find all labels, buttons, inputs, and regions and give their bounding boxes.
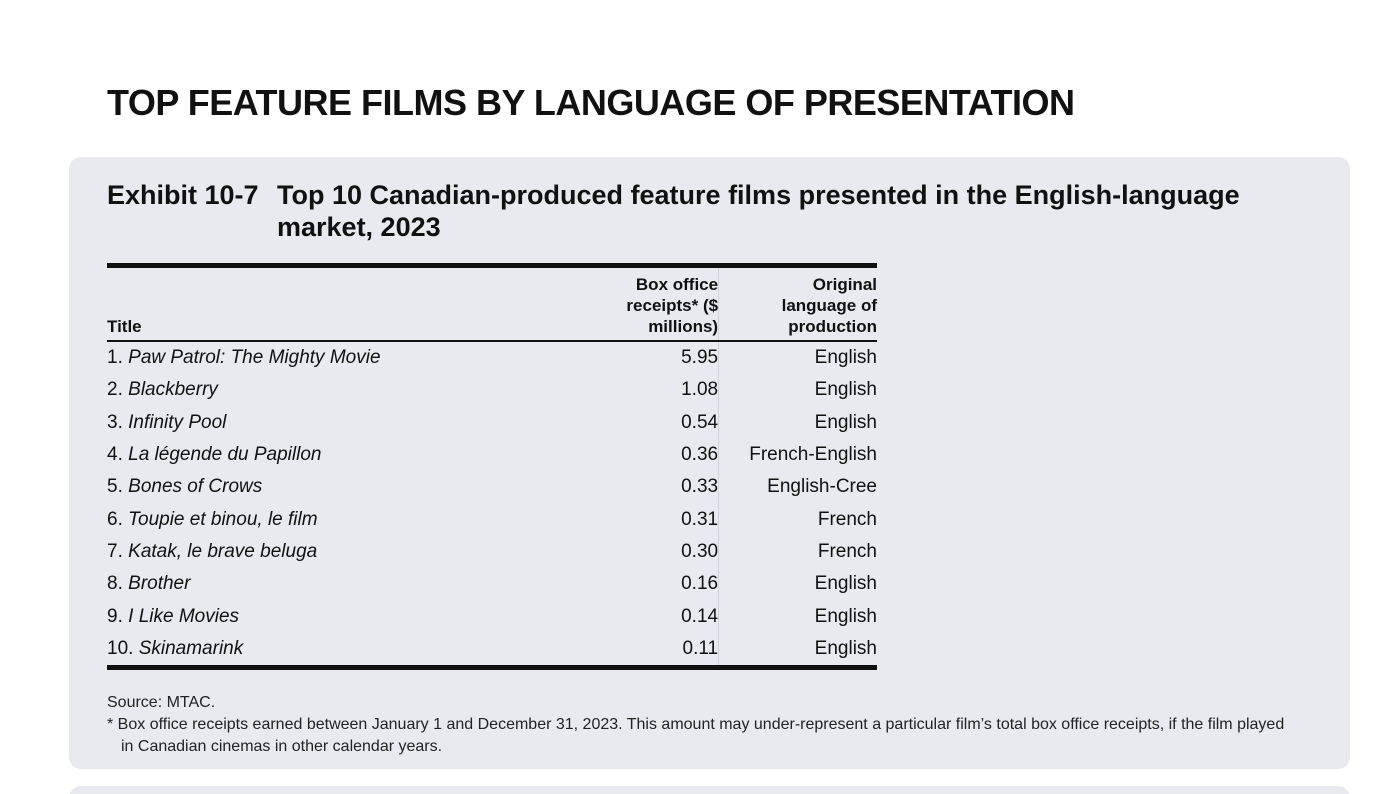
film-title: Infinity Pool <box>128 411 227 433</box>
table-row <box>107 439 877 471</box>
table-row <box>107 568 877 600</box>
box-office-receipts: 5.95 <box>616 341 718 374</box>
header-title: Title <box>107 317 142 336</box>
film-title-cell <box>107 600 616 632</box>
film-rank: 3. <box>107 411 123 433</box>
film-title: Katak, le brave beluga <box>128 540 318 562</box>
table-row <box>107 503 877 535</box>
film-title-cell <box>107 439 616 471</box>
film-title: Bones of Crows <box>128 476 263 498</box>
header-language-text: Original language of production <box>781 275 877 336</box>
film-title-cell <box>107 407 616 439</box>
box-office-receipts: 0.31 <box>616 503 718 535</box>
box-office-receipts: 0.14 <box>616 600 718 632</box>
original-language: English <box>814 605 877 627</box>
original-language: English <box>814 637 877 659</box>
table-row <box>107 374 877 406</box>
original-language: English <box>814 347 877 369</box>
source-note: Source: MTAC. <box>107 694 216 711</box>
film-title: Skinamarink <box>138 637 244 659</box>
box-office-receipts: 0.30 <box>616 536 718 568</box>
table-row <box>107 341 877 374</box>
original-language: English-Cree <box>767 476 877 498</box>
film-title-cell <box>107 341 616 374</box>
film-title-cell <box>107 374 616 406</box>
original-language: English <box>814 411 877 433</box>
box-office-receipts: 0.11 <box>616 633 718 668</box>
table-row <box>107 633 877 668</box>
header-receipts-text: Box office receipts* ($ millions) <box>626 275 719 336</box>
film-title: Brother <box>128 573 191 595</box>
table-row <box>107 471 877 503</box>
film-title: I Like Movies <box>128 605 240 627</box>
film-title: Paw Patrol: The Mighty Movie <box>128 347 381 369</box>
film-rank: 7. <box>107 540 123 562</box>
box-office-receipts: 0.54 <box>616 407 718 439</box>
original-language: French <box>817 540 877 562</box>
footnote: * Box office receipts earned between January 1 and December 31, 2023. This amount may under-represent a particular film’s total box office receipts, if the film played in Canadian cinemas in other calendar years. <box>107 716 1285 755</box>
film-rank: 2. <box>107 379 123 401</box>
film-rank: 8. <box>107 573 123 595</box>
box-office-receipts: 0.33 <box>616 471 718 503</box>
original-language: English <box>814 573 877 595</box>
table-header-row <box>107 266 877 342</box>
film-title: La légende du Papillon <box>128 444 322 466</box>
film-title-cell <box>107 471 616 503</box>
header-language <box>719 266 877 342</box>
exhibit-label: Exhibit 10-7 <box>107 180 259 210</box>
film-title: Blackberry <box>128 379 218 401</box>
film-rank: 5. <box>107 476 123 498</box>
box-office-receipts: 1.08 <box>616 374 718 406</box>
film-rank: 9. <box>107 605 123 627</box>
film-title-cell <box>107 568 616 600</box>
table-row <box>107 600 877 632</box>
next-panel-edge <box>69 786 1350 794</box>
box-office-receipts: 0.36 <box>616 439 718 471</box>
table-body <box>107 341 877 667</box>
header-receipts <box>616 266 718 342</box>
table-row <box>107 536 877 568</box>
film-rank: 1. <box>107 347 123 369</box>
films-table <box>107 263 877 670</box>
original-language: French-English <box>749 444 877 466</box>
original-language: English <box>814 379 877 401</box>
exhibit-title-text: Top 10 Canadian-produced feature films presented in the English-language market, 2023 <box>277 180 1240 242</box>
section-heading: TOP FEATURE FILMS BY LANGUAGE OF PRESENTATION <box>107 82 1075 123</box>
table-row <box>107 407 877 439</box>
exhibit-title <box>107 179 1267 243</box>
film-title-cell <box>107 633 616 668</box>
film-rank: 4. <box>107 444 123 466</box>
exhibit-panel <box>69 157 1350 769</box>
film-title: Toupie et binou, le film <box>128 508 318 530</box>
original-language: French <box>817 508 877 530</box>
film-title-cell <box>107 503 616 535</box>
film-rank: 10. <box>107 637 134 659</box>
film-rank: 6. <box>107 508 123 530</box>
box-office-receipts: 0.16 <box>616 568 718 600</box>
film-title-cell <box>107 536 616 568</box>
notes <box>107 692 1287 758</box>
